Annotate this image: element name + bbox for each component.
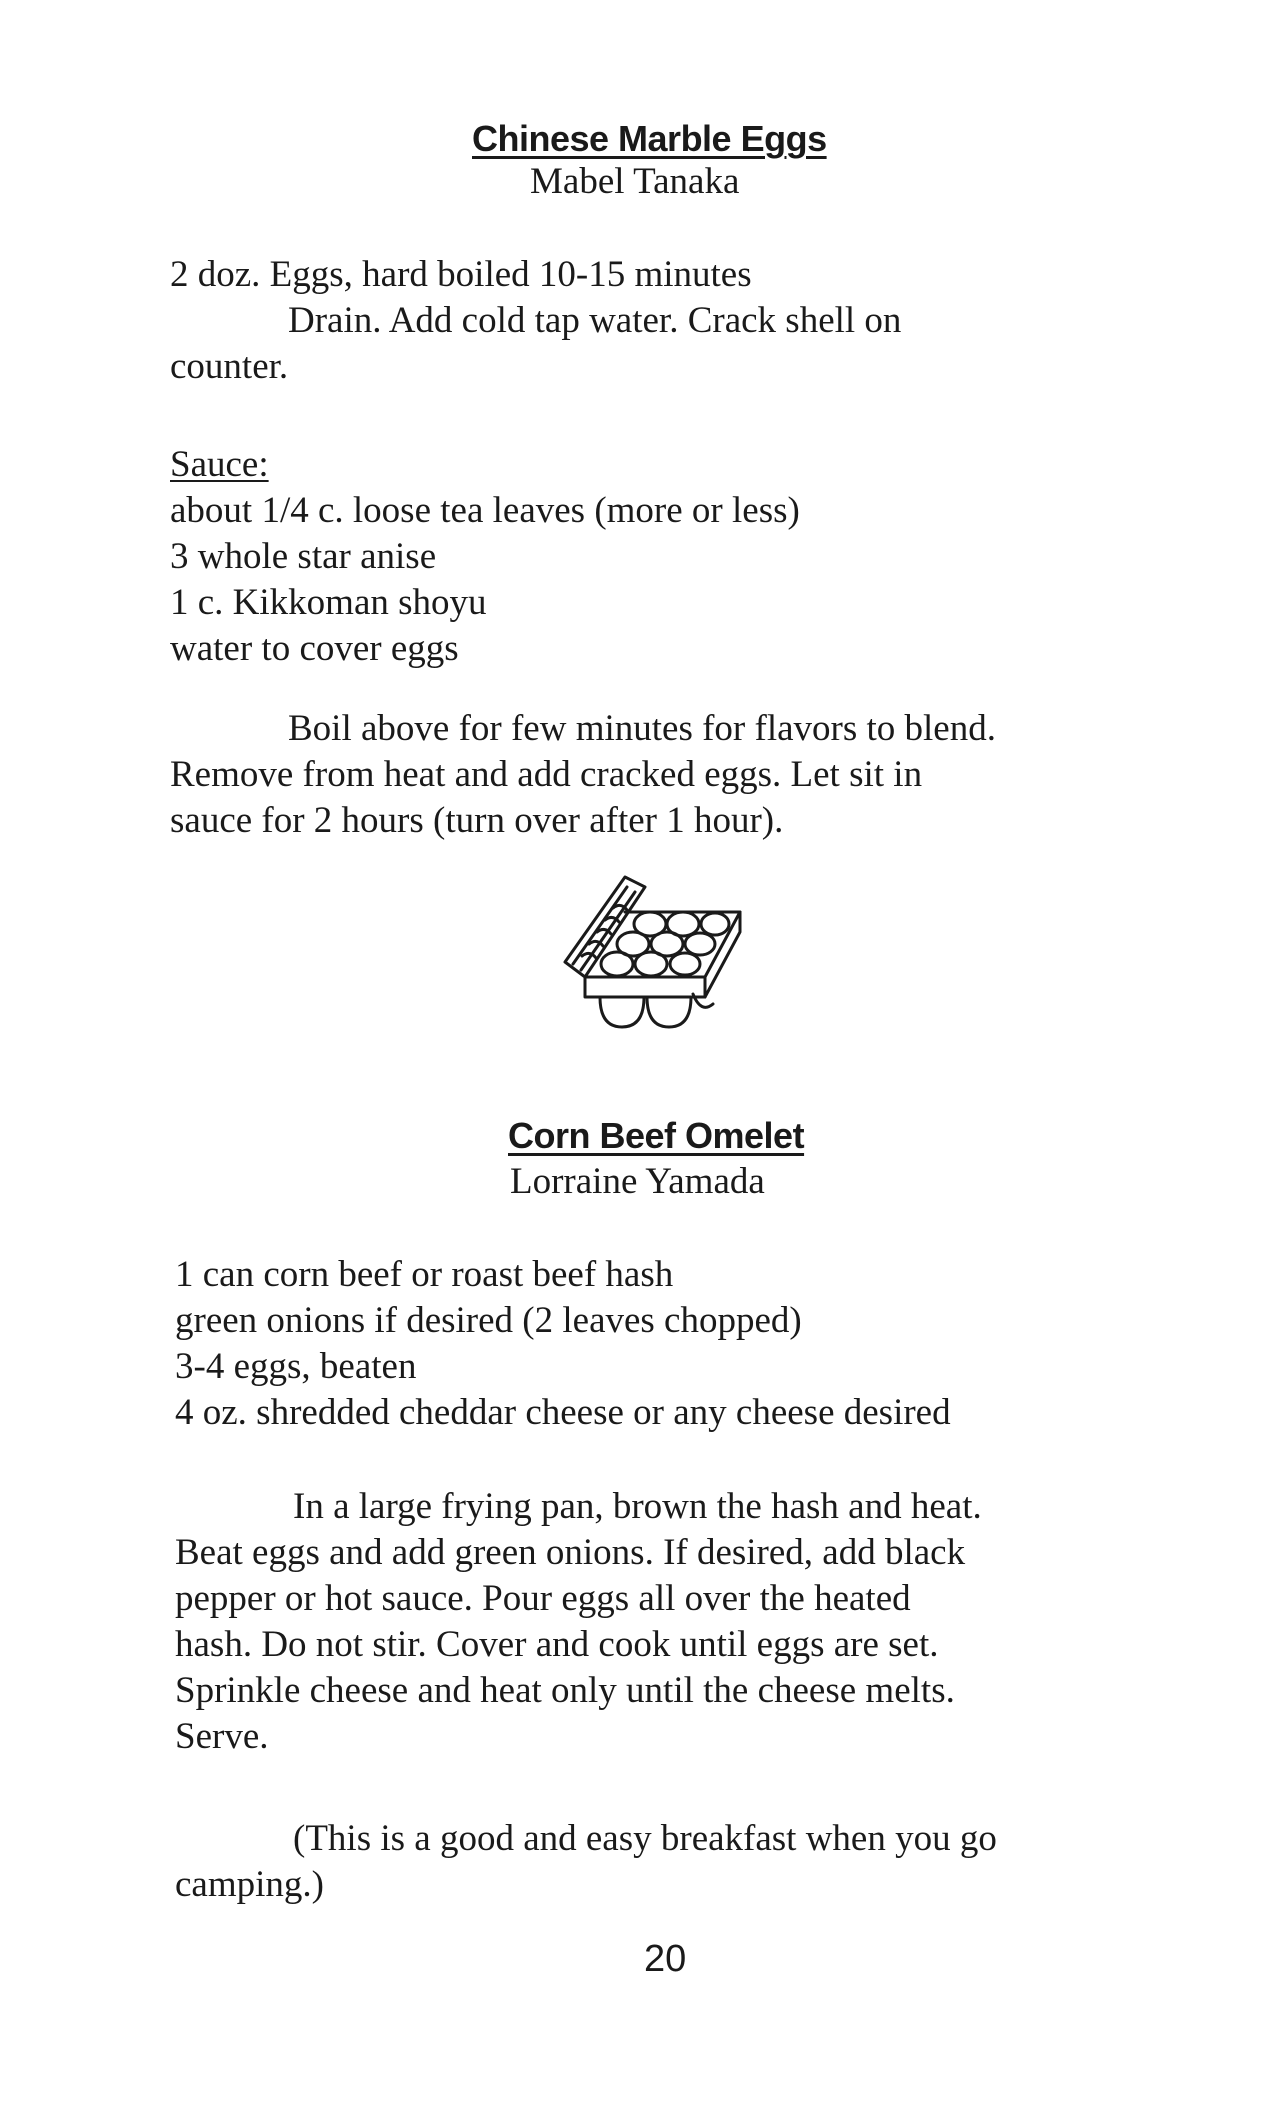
- recipe-author: Mabel Tanaka: [530, 161, 740, 202]
- intro-line: counter.: [170, 346, 289, 387]
- page-number: 20: [644, 1938, 687, 1980]
- recipe-intro: [170, 252, 901, 390]
- note-line: (This is a good and easy breakfast when you go: [293, 1818, 997, 1859]
- ingredient-line: 3 whole star anise: [170, 536, 437, 577]
- sauce-label: Sauce:: [170, 444, 269, 485]
- direction-line: Sprinkle cheese and heat only until the cheese melts.: [175, 1670, 955, 1711]
- ingredient-line: about 1/4 c. loose tea leaves (more or less): [170, 490, 800, 531]
- direction-line: In a large frying pan, brown the hash and heat.: [293, 1486, 982, 1527]
- recipe-title-chinese-marble-eggs: Chinese Marble Eggs: [472, 118, 827, 159]
- direction-line: sauce for 2 hours (turn over after 1 hour).: [170, 800, 784, 841]
- note-line: camping.): [175, 1864, 324, 1905]
- egg-carton-icon: [555, 872, 745, 1057]
- direction-line: Serve.: [175, 1716, 269, 1757]
- direction-line: Remove from heat and add cracked eggs. Let sit in: [170, 754, 923, 795]
- sauce-section: [170, 442, 800, 672]
- recipe-directions: [175, 1484, 982, 1760]
- direction-line: pepper or hot sauce. Pour eggs all over the heated: [175, 1578, 911, 1619]
- ingredient-line: green onions if desired (2 leaves chopped): [175, 1300, 802, 1341]
- ingredient-line: water to cover eggs: [170, 628, 459, 669]
- ingredient-line: 4 oz. shredded cheddar cheese or any cheese desired: [175, 1392, 951, 1433]
- intro-line: 2 doz. Eggs, hard boiled 10-15 minutes: [170, 254, 752, 295]
- ingredient-line: 1 c. Kikkoman shoyu: [170, 582, 487, 623]
- intro-line: Drain. Add cold tap water. Crack shell on: [288, 300, 902, 341]
- recipe-ingredients: [175, 1252, 951, 1436]
- direction-line: Beat eggs and add green onions. If desired, add black: [175, 1532, 966, 1573]
- ingredient-line: 3-4 eggs, beaten: [175, 1346, 417, 1387]
- recipe-author: Lorraine Yamada: [510, 1161, 765, 1202]
- ingredient-line: 1 can corn beef or roast beef hash: [175, 1254, 674, 1295]
- recipe-note: [175, 1816, 997, 1908]
- recipe-title-corn-beef-omelet: Corn Beef Omelet: [508, 1115, 805, 1156]
- direction-line: hash. Do not stir. Cover and cook until eggs are set.: [175, 1624, 939, 1665]
- recipe-directions: [170, 706, 996, 844]
- direction-line: Boil above for few minutes for flavors to blend.: [288, 708, 996, 749]
